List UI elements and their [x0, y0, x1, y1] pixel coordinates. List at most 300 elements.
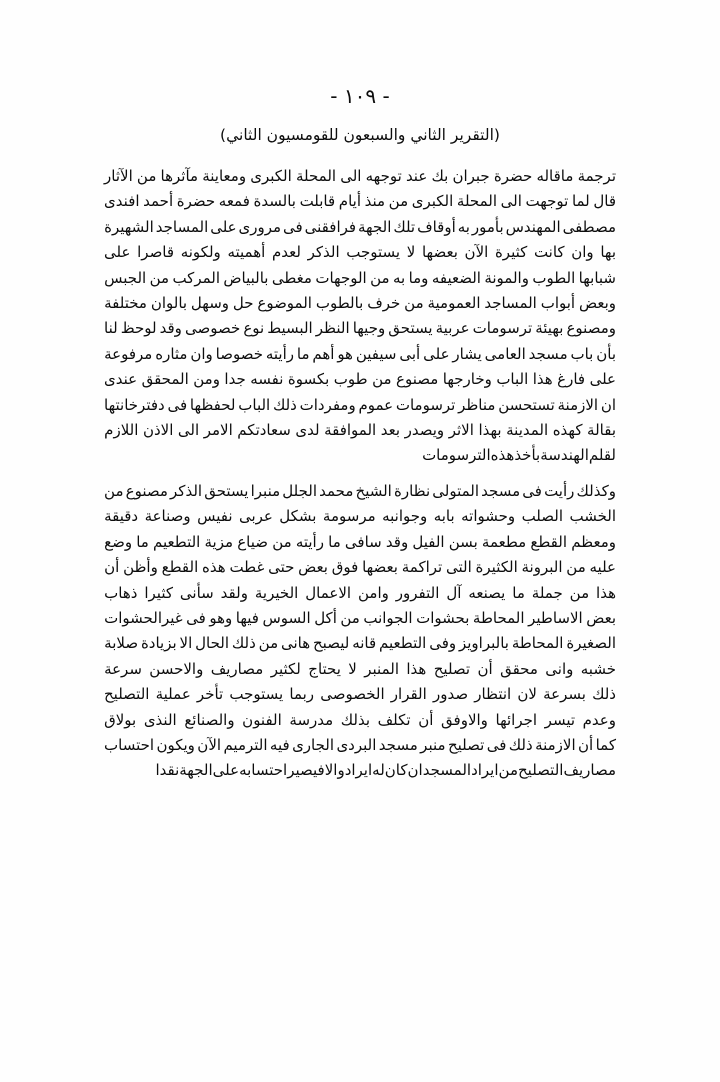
word: كانت: [533, 243, 565, 262]
word: بأمور: [471, 217, 504, 236]
word: لدى: [295, 421, 320, 440]
word: الهندسة: [540, 446, 589, 465]
word: يستحق: [388, 319, 433, 338]
word: قاصرا: [137, 243, 175, 262]
text-line: [104, 657, 616, 682]
word: المسجد: [422, 761, 472, 780]
word: يشار: [452, 344, 482, 363]
word: من: [388, 192, 409, 211]
word: تكلف: [377, 710, 411, 729]
text-line: [104, 367, 616, 392]
word: على: [589, 370, 616, 389]
word: على: [210, 217, 237, 236]
word: طوب: [333, 370, 368, 389]
word: وكذلك: [576, 481, 616, 500]
word: الجوانب: [363, 608, 413, 627]
word: وعدم: [582, 710, 616, 729]
paragraph-1: [104, 164, 616, 469]
word: اجرائها: [495, 710, 538, 729]
word: يستوجب: [346, 243, 401, 262]
word: مرسومة: [322, 507, 376, 526]
text-line: [104, 291, 616, 316]
text-line: [104, 530, 616, 555]
word: وجيها: [352, 319, 386, 338]
word: أن: [477, 659, 493, 678]
word: غطت: [229, 558, 265, 577]
word: كما: [595, 735, 616, 754]
word: كثيرة: [494, 243, 528, 262]
word: حل: [232, 294, 254, 313]
word: هو: [337, 344, 353, 363]
word: بك: [431, 167, 449, 185]
text-line: [104, 606, 616, 631]
word: الكبرى: [411, 192, 454, 211]
word: مسجد: [528, 344, 568, 363]
word: الشيخ: [355, 481, 392, 500]
word: من: [258, 634, 279, 653]
word: ترجمة: [577, 167, 616, 185]
word: ولكونه: [180, 243, 221, 262]
word: عربى: [238, 507, 273, 526]
word: منبر: [420, 735, 446, 754]
word: فيه: [269, 735, 290, 754]
word: فرافقنى: [304, 217, 357, 236]
word: ومصنوع: [566, 319, 616, 338]
word: رأيت: [544, 481, 575, 500]
word: نوع: [243, 319, 265, 338]
word: من: [566, 558, 586, 577]
word: المركب: [172, 268, 221, 287]
word: المحلة: [295, 167, 337, 185]
word: من: [104, 481, 124, 500]
word: الخصوصى: [320, 685, 385, 704]
word: الجهة: [358, 217, 392, 236]
word: سافى: [344, 532, 382, 551]
word: وان: [571, 243, 594, 262]
word: وان: [190, 344, 213, 363]
word: الكثيرة: [475, 558, 518, 577]
word: ومن: [193, 370, 220, 389]
word: فى: [486, 735, 507, 754]
word: الضعيفه: [431, 268, 481, 287]
word: وبعض: [578, 294, 616, 313]
word: المحلة: [456, 192, 498, 211]
word: يستحق: [204, 481, 249, 500]
word: بحشوات: [416, 608, 470, 627]
word: اللازم: [104, 421, 139, 440]
word: سيفين: [355, 344, 397, 363]
word: شبابها: [578, 268, 616, 287]
word: الجلل: [282, 481, 317, 500]
word: وسهل: [190, 294, 230, 313]
text-line: [104, 682, 616, 707]
word: الموافقة: [324, 421, 377, 440]
word: الى: [340, 167, 362, 185]
body-text: [104, 164, 616, 784]
word: محمد: [319, 481, 354, 500]
word: هذا: [532, 370, 553, 389]
page-number: - ١٠٩ -: [330, 84, 390, 108]
word: له: [372, 761, 385, 780]
word: الاثر: [448, 421, 474, 440]
word: الترسومات: [422, 446, 491, 465]
word: آل: [446, 583, 462, 602]
word: وجوانبه: [382, 507, 428, 526]
word: مطعمة: [481, 532, 527, 551]
word: أهميته: [227, 243, 266, 262]
word: خرف: [367, 294, 401, 313]
word: لا: [348, 659, 357, 678]
word: لوحظ: [120, 319, 157, 338]
word: ماقاله: [536, 167, 574, 185]
word: قال: [593, 192, 616, 211]
word: نفيس: [197, 507, 233, 526]
word: الآن: [197, 735, 222, 754]
word: الى: [177, 421, 200, 440]
word: بشكل: [279, 507, 317, 526]
word: مصاريف: [210, 659, 264, 678]
word: عموم: [358, 395, 394, 414]
word: أبواب: [540, 294, 576, 313]
word: هذا: [596, 583, 616, 602]
word: ما: [512, 583, 525, 602]
word: أوقاف: [417, 217, 456, 236]
text-line: [104, 758, 616, 783]
word: الا: [179, 634, 193, 653]
word: ذهاب: [104, 583, 138, 602]
word: من: [372, 370, 392, 389]
word: الباب: [238, 395, 271, 414]
word: الفنون: [242, 710, 282, 729]
word: بأخذ: [514, 446, 541, 465]
text-line: [104, 266, 616, 291]
word: العمومية: [427, 294, 481, 313]
word: تيسر: [544, 710, 576, 729]
word: التفرور: [395, 583, 440, 602]
word: من: [136, 167, 157, 185]
word: وما: [408, 268, 429, 287]
word: لكثير: [270, 659, 301, 678]
word: والاحسن: [149, 659, 204, 678]
word: هذه: [202, 558, 226, 577]
word: وصناعة: [144, 507, 191, 526]
word: لحفظها: [189, 395, 236, 414]
word: الاساطير: [528, 608, 583, 627]
word: الترميم: [223, 735, 268, 754]
word: كان: [384, 761, 408, 780]
word: بعض: [298, 558, 328, 577]
word: والمونة: [484, 268, 529, 287]
word: الجهة: [179, 761, 213, 780]
word: والا: [324, 761, 345, 780]
text-line: [104, 708, 616, 733]
word: منذ: [364, 192, 386, 211]
word: من: [272, 532, 292, 551]
word: بأن: [596, 344, 616, 363]
word: المتولى: [432, 481, 480, 500]
word: الصغيرة: [566, 634, 616, 653]
word: بعضها: [362, 558, 398, 577]
word: بالسدة: [253, 192, 296, 211]
word: بسرعة: [543, 685, 586, 704]
word: بولاق: [104, 710, 137, 729]
word: الذكر: [307, 243, 340, 262]
word: ومعظم: [571, 532, 616, 551]
word: العامى: [484, 344, 526, 363]
word: نظارة: [393, 481, 431, 500]
word: ومعاينة: [202, 167, 247, 185]
word: محقق: [500, 659, 538, 678]
word: نقدا: [155, 761, 180, 780]
word: ربما: [289, 685, 315, 704]
word: خصوصى: [185, 319, 241, 338]
word: مصطفى: [562, 217, 616, 236]
word: وهو: [209, 608, 233, 627]
word: قانه: [352, 634, 377, 653]
word: على: [212, 761, 240, 780]
word: فى: [522, 481, 542, 500]
text-line: [104, 555, 616, 580]
word: البردى: [336, 735, 377, 754]
text-line: [104, 189, 616, 214]
word: انتظار: [474, 685, 512, 704]
word: المساجد: [484, 294, 537, 313]
word: وانى: [545, 659, 574, 678]
text-line: [104, 581, 616, 606]
word: عليه: [589, 558, 616, 577]
word: تلك: [393, 217, 416, 236]
text-line: [104, 631, 616, 656]
word: أن: [104, 558, 120, 577]
word: خشبه: [580, 659, 616, 678]
word: الصلب: [521, 507, 564, 526]
word: تراكمة: [401, 558, 443, 577]
word: لا: [406, 243, 416, 262]
word: ذلك: [231, 634, 256, 653]
word: وخارجها: [442, 370, 492, 389]
word: لان: [517, 685, 537, 704]
word: تصليح: [433, 659, 471, 678]
word: أهم: [312, 344, 335, 363]
word: الجبس: [104, 268, 147, 287]
word: القطع: [530, 532, 568, 551]
text-line: [104, 418, 616, 443]
word: ترسومات: [395, 395, 456, 414]
word: الحال: [195, 634, 230, 653]
word: ويكون: [156, 735, 195, 754]
word: جبران: [452, 167, 490, 185]
word: مسجد: [481, 481, 521, 500]
word: مآثرها: [160, 167, 199, 185]
word: حضرة: [493, 167, 533, 185]
word: المدينة: [506, 421, 549, 440]
word: التطعيم: [153, 532, 201, 551]
word: الآن: [464, 243, 489, 262]
word: الوجهات: [315, 268, 367, 287]
word: تصليح: [447, 735, 485, 754]
word: حضرة: [176, 192, 216, 211]
word: مرورى: [238, 217, 282, 236]
word: بقالة: [587, 421, 616, 440]
word: المهندس: [505, 217, 561, 236]
word: وأظن: [123, 558, 158, 577]
word: على: [104, 243, 131, 262]
word: بعد: [380, 421, 401, 440]
word: جملة: [531, 583, 563, 602]
word: صدور: [432, 685, 469, 704]
word: أيام: [338, 192, 361, 211]
word: ما: [296, 344, 310, 363]
word: بهيئة: [535, 319, 564, 338]
word: دقيقة: [104, 507, 139, 526]
text-line: [104, 164, 616, 189]
word: أكل: [314, 608, 337, 627]
word: ايراد: [344, 761, 373, 780]
word: الطوب: [532, 268, 576, 287]
word: الازمنة: [535, 735, 576, 754]
word: مدرسة: [289, 710, 334, 729]
word: غيرالحشوات: [104, 608, 183, 627]
word: لما: [571, 192, 590, 211]
word: احتسابه: [239, 761, 288, 780]
word: فى: [167, 395, 188, 414]
word: رأيته: [295, 532, 324, 551]
word: وقد: [385, 532, 409, 551]
word: ولقد: [220, 583, 248, 602]
word: من: [149, 268, 170, 287]
word: فمعه: [218, 192, 250, 211]
word: سعادتكم: [237, 421, 291, 440]
word: التى: [445, 558, 472, 577]
word: يستوجب: [229, 685, 284, 704]
word: الكبرى: [250, 167, 292, 185]
word: به: [457, 217, 470, 236]
word: مزية: [204, 532, 234, 551]
word: من: [370, 268, 390, 287]
text-line: [104, 479, 616, 504]
word: النظر: [315, 319, 350, 338]
word: ذلك: [508, 735, 533, 754]
word: البسيط: [267, 319, 313, 338]
word: القرار: [390, 685, 427, 704]
word: الاذن: [142, 421, 174, 440]
word: تستحسن: [498, 395, 555, 414]
word: البرونة: [521, 558, 563, 577]
word: ذلك: [272, 395, 297, 414]
word: أبى: [399, 344, 421, 363]
word: توجهت: [525, 192, 569, 211]
word: سأنى: [179, 583, 214, 602]
word: الشهيرة: [104, 217, 154, 236]
word: افندى: [104, 192, 140, 211]
word: السوس: [262, 608, 311, 627]
word: عندى: [104, 370, 138, 389]
word: من: [340, 608, 360, 627]
word: وضع: [104, 532, 133, 551]
word: فى: [186, 608, 206, 627]
word: الفيل: [412, 532, 445, 551]
word: المحاطة: [472, 608, 525, 627]
word: أن: [578, 735, 594, 754]
text-line: [104, 342, 616, 367]
word: الازمنة: [557, 395, 599, 414]
word: باب: [570, 344, 594, 363]
word: ان: [407, 761, 423, 780]
word: جدا: [224, 370, 246, 389]
word: ومفردات: [299, 395, 356, 414]
word: توجهه: [365, 167, 402, 185]
word: بالبياض: [223, 268, 269, 287]
text-line: [104, 316, 616, 341]
word: عربية: [435, 319, 470, 338]
word: فوق: [331, 558, 359, 577]
word: ما: [328, 532, 341, 551]
word: صلابة: [104, 634, 139, 653]
word: التطعيم: [379, 634, 427, 653]
word: ترسومات: [472, 319, 533, 338]
word: التصليح: [517, 761, 564, 780]
word: والصنائع: [184, 710, 235, 729]
word: بالبراويز: [458, 634, 509, 653]
word: فارغ: [557, 370, 586, 389]
word: الجارى: [292, 735, 335, 754]
word: القطع: [161, 558, 199, 577]
word: مثاره: [155, 344, 188, 363]
word: بعض: [586, 608, 616, 627]
word: بزيادة: [140, 634, 177, 653]
word: به: [392, 268, 406, 287]
word: بعضها: [421, 243, 458, 262]
word: بهذا: [478, 421, 502, 440]
text-line: [104, 393, 616, 418]
word: عملية: [155, 685, 191, 704]
word: نفسه: [250, 370, 284, 389]
word: قابلت: [299, 192, 336, 211]
word: فيصير: [287, 761, 325, 780]
word: هذه: [490, 446, 515, 465]
word: من: [404, 294, 424, 313]
word: لقلم: [588, 446, 616, 465]
word: رأيته: [265, 344, 295, 363]
word: هانى: [280, 634, 311, 653]
word: الامر: [203, 421, 233, 440]
word: خصوصا: [215, 344, 263, 363]
word: وامن: [358, 583, 389, 602]
word: الاعمال: [305, 583, 352, 602]
text-line: [104, 443, 616, 468]
word: الخيرية: [254, 583, 299, 602]
word: احتساب: [104, 735, 155, 754]
word: وقد: [159, 319, 182, 338]
word: سرعة: [104, 659, 142, 678]
word: أحمد: [143, 192, 174, 211]
word: ويصدر: [404, 421, 445, 440]
word: مصاريف: [563, 761, 616, 780]
word: الموضوع: [257, 294, 312, 313]
word: بها: [600, 243, 616, 262]
word: ضياع: [237, 532, 269, 551]
word: منبرا: [250, 481, 281, 500]
word: يصنعه: [468, 583, 506, 602]
word: ان: [600, 395, 616, 414]
word: أن: [418, 710, 434, 729]
word: دفترخانتها: [104, 395, 165, 414]
word: المنبر: [364, 659, 399, 678]
word: حتى: [268, 558, 295, 577]
word: المحاطة: [511, 634, 564, 653]
word: مسجد: [378, 735, 418, 754]
word: بسن: [448, 532, 478, 551]
